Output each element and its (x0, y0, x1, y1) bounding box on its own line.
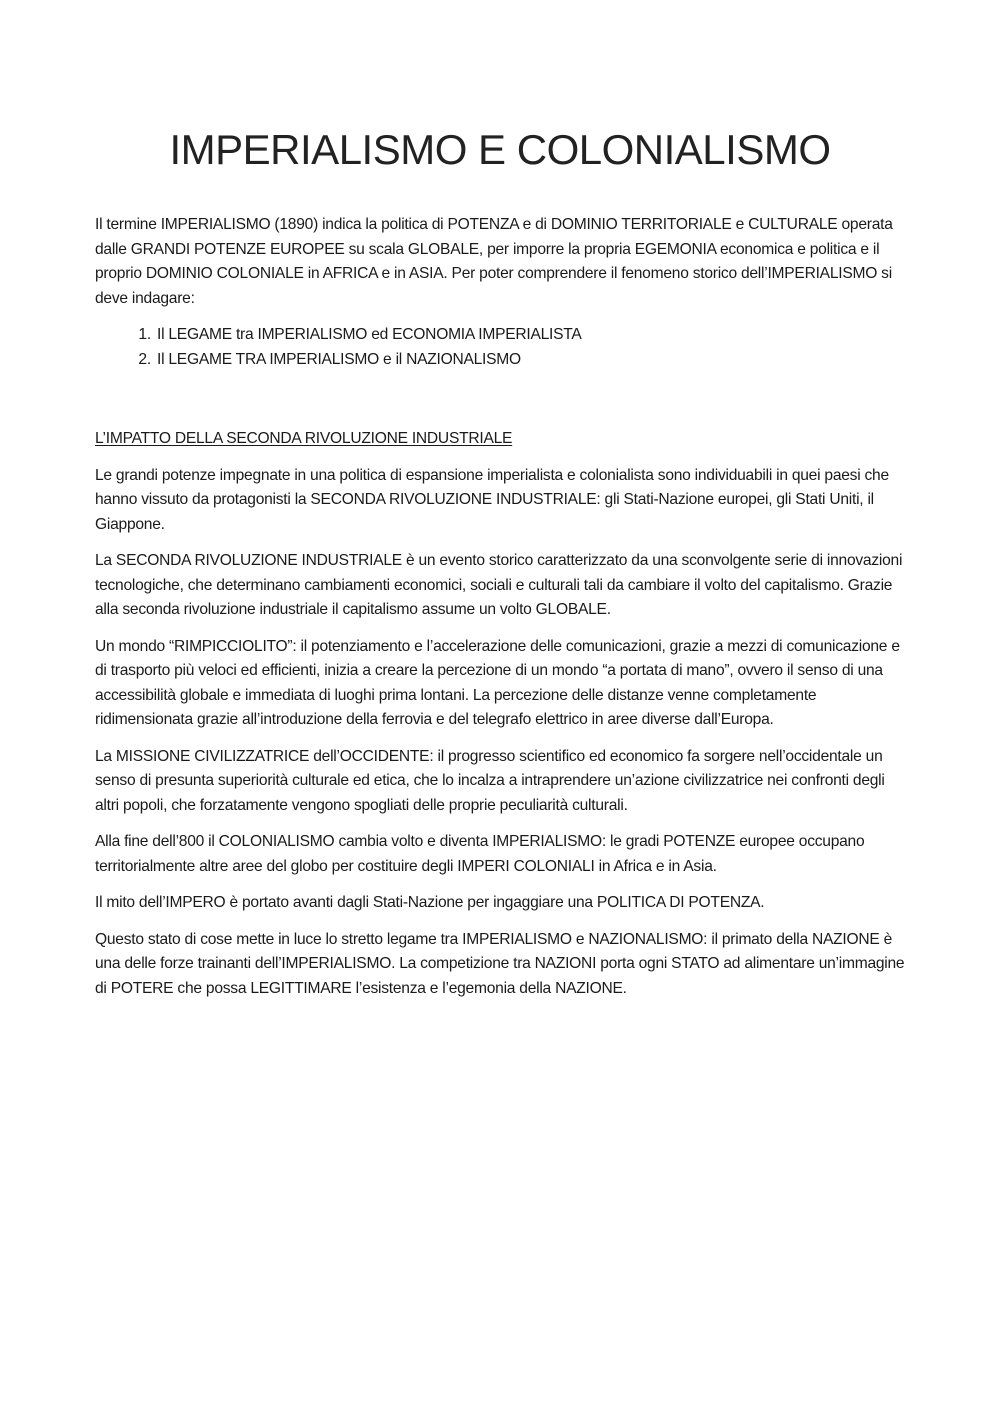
body-paragraph: Alla fine dell’800 il COLONIALISMO cambia volto e diventa IMPERIALISMO: le gradi POTENZE europee occupano territorialmente altre aree del globo per costituire degli IMPERI COLONIALI in Africa e in Asia. (95, 833, 865, 875)
intro-paragraph: Il termine IMPERIALISMO (1890) indica la politica di POTENZA e di DOMINIO TERRITORIALE e CULTURALE operata dalle GRANDI POTENZE EUROPEE su scala GLOBALE, per imporre la propria EGEMONIA economica e politica e il proprio DOMINIO COLONIALE in AFRICA e in ASIA. Per poter comprendere il fenomeno storico dell’IMPERIALISMO si deve indagare: (95, 216, 893, 307)
body-paragraph: La MISSIONE CIVILIZZATRICE dell’OCCIDENTE: il progresso scientifico ed economico fa sorgere nell’occidentale un senso di presunta superiorità culturale ed etica, che lo incalza a intraprendere un’azione civilizzatrice nei confronti degli altri popoli, che forzatamente vengono spogliati delle proprie peculiarità culturali. (95, 747, 885, 814)
section-heading: L’IMPATTO DELLA SECONDA RIVOLUZIONE INDUSTRIALE (95, 430, 513, 447)
body-paragraph: Un mondo “RIMPICCIOLITO”: il potenziamento e l’accelerazione delle comunicazioni, grazie a mezzi di comunicazione e di trasporto più veloci ed efficienti, inizia a creare la percezione di un mondo “a portata di mano”, ovvero il senso di una accessibilità globale e immediata di luoghi prima lontani. La percezione delle distanze venne completamente ridimensionata grazie all’introduzione della ferrovia e del telegrafo elettrico in aree diverse dall’Europa. (95, 637, 900, 728)
list-item: 1. Il LEGAME tra IMPERIALISMO ed ECONOMIA IMPERIALISTA (155, 323, 910, 348)
body-paragraph: Le grandi potenze impegnate in una politica di espansione imperialista e colonialista sono individuabili in quei paesi che hanno vissuto da protagonisti la SECONDA RIVOLUZIONE INDUSTRIALE: gli Stati-Nazione europei, gli Stati Uniti, il Giappone. (95, 466, 889, 533)
numbered-list (95, 323, 910, 372)
body-paragraph: La SECONDA RIVOLUZIONE INDUSTRIALE è un evento storico caratterizzato da una sconvolgente serie di innovazioni tecnologiche, che determinano cambiamenti economici, sociali e culturali tali da cambiare il volto del capitalismo. Grazie alla seconda rivoluzione industriale il capitalismo assume un volto GLOBALE. (95, 552, 903, 618)
document-body (95, 213, 910, 1013)
body-paragraph: Il mito dell’IMPERO è portato avanti dagli Stati-Nazione per ingaggiare una POLITICA DI POTENZA. (95, 894, 765, 911)
list-item: 2. Il LEGAME TRA IMPERIALISMO e il NAZIONALISMO (155, 348, 910, 373)
body-paragraph: Questo stato di cose mette in luce lo stretto legame tra IMPERIALISMO e NAZIONALISMO: il primato della NAZIONE è una delle forze trainanti dell’IMPERIALISMO. La competizione tra NAZIONI porta ogni STATO ad alimentare un’immagine di POTERE che possa LEGITTIMARE l’esistenza e l’egemonia della NAZIONE. (95, 930, 905, 997)
document-title: IMPERIALISMO E COLONIALISMO (169, 126, 831, 173)
